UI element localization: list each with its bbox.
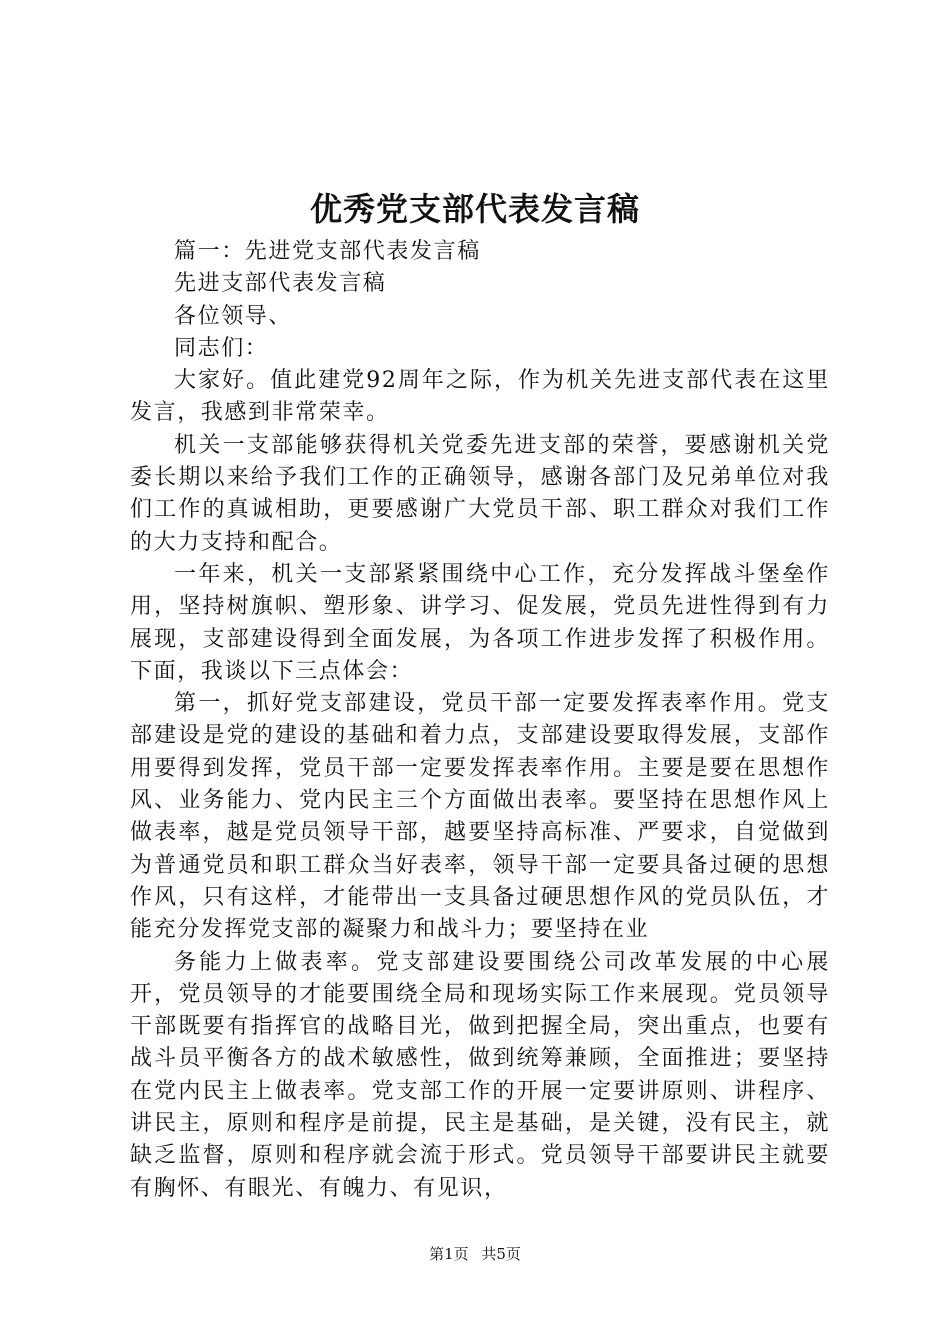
page-number: 第1页 [429,1245,469,1263]
paragraph: 先进支部代表发言稿 [174,271,387,297]
paragraph: 第一，抓好党支部建设，党员干部一定要发挥表率作用。党支部建设是党的建设的基础和着力点，支部建设要取得发展，支部作用要得到发挥，党员干部一定要发挥表率作用。主要是要在思想作风、业务能力、党内民主三个方面做出表率。要坚持在思想作风上做表率，越是党员领导干部，越要坚持高标准、严要求，自觉做到为普通党员和职工群众当好表率，领导干部一定要具备过硬的思想作风，只有这样，才能带出一支具备过硬思想作风的党员队伍，才能充分发挥党支部的凝聚力和战斗力；要坚持在业 [130,691,830,943]
total-pages: 共5页 [481,1245,521,1263]
paragraph: 同志们： [174,335,269,361]
paragraph: 一年来，机关一支部紧紧围绕中心工作，充分发挥战斗堡垒作用，坚持树旗帜、塑形象、讲学习、促发展，党员先进性得到有力展现，支部建设得到全面发展，为各项工作进步发挥了积极作用。下面，我谈以下三点体会： [130,561,830,684]
paragraph: 各位领导、 [174,303,293,329]
page-footer [0,1242,950,1266]
paragraph: 务能力上做表率。党支部建设要围绕公司改革发展的中心展开，党员领导的才能要围绕全局和现场实际工作来展现。党员领导干部既要有指挥官的战略目光，做到把握全局，突出重点，也要有战斗员平衡各方的战术敏感性，做到统筹兼顾，全面推进；要坚持在党内民主上做表率。党支部工作的开展一定要讲原则、讲程序、讲民主，原则和程序是前提，民主是基础，是关键，没有民主，就缺乏监督，原则和程序就会流于形式。党员领导干部要讲民主就要有胸怀、有眼光、有魄力、有见识， [130,949,830,1201]
page-title: 优秀党支部代表发言稿 [309,190,640,228]
paragraph: 大家好。值此建党92周年之际，作为机关先进支部代表在这里发言，我感到非常荣幸。 [130,368,830,426]
paragraph: 机关一支部能够获得机关党委先进支部的荣誉，要感谢机关党委长期以来给予我们工作的正确领导，感谢各部门及兄弟单位对我们工作的真诚相助，更要感谢广大党员干部、职工群众对我们工作的大力支持和配合。 [130,432,830,555]
document-body [130,236,830,1205]
paragraph: 篇一：先进党支部代表发言稿 [174,239,481,264]
